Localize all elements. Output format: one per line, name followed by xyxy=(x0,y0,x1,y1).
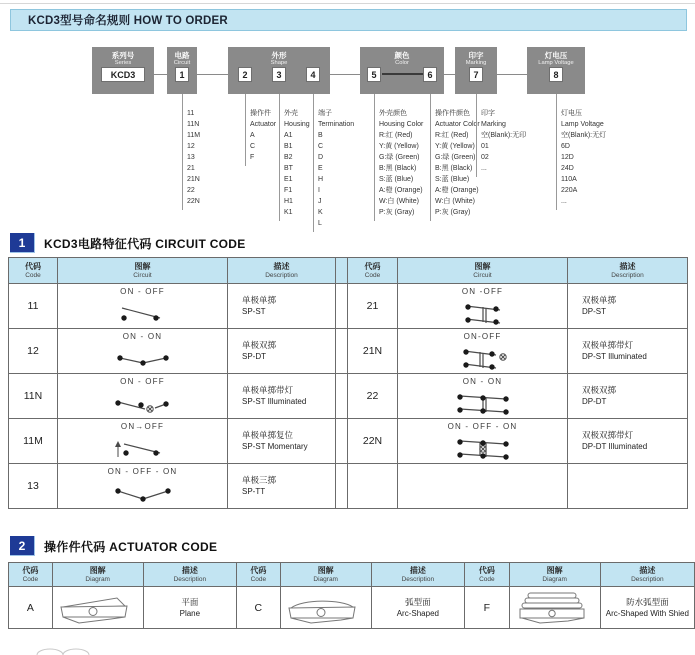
flow-connector-line xyxy=(197,74,228,75)
column-header-en: Diagram xyxy=(542,575,567,583)
flow-list-item: H1 xyxy=(284,198,293,205)
circuit-table-row xyxy=(9,284,688,329)
flow-list-header: 操作件颜色 xyxy=(435,110,470,117)
flow-list-item: H xyxy=(318,176,324,183)
description-cell xyxy=(228,284,336,329)
actuator-code-table-header xyxy=(9,563,695,587)
description-en: Arc-Shaped With Shied xyxy=(605,608,689,618)
diagram-cell xyxy=(58,284,228,329)
flow-list-header: 外壳 xyxy=(284,110,298,117)
dp-st-illum-icon xyxy=(438,342,528,370)
dp-st-icon xyxy=(438,297,528,325)
description-cn: 双极双掷 xyxy=(582,385,617,395)
flow-list-item: R:红 (Red) xyxy=(435,132,469,139)
flow-list-item: J xyxy=(318,198,322,205)
flow-list-header: 印字 xyxy=(481,110,495,117)
flow-list-header: 端子 xyxy=(318,110,332,117)
flow-list-header: Housing Color xyxy=(379,121,424,128)
column-header xyxy=(348,258,398,284)
diagram-label: ON-OFF xyxy=(463,332,502,341)
column-header-en: Description xyxy=(631,575,664,583)
column-header xyxy=(509,563,600,587)
description-cell xyxy=(371,587,464,629)
column-header-cn: 描述 xyxy=(639,565,656,575)
flow-list-item: B:黑 (Black) xyxy=(379,165,417,172)
column-header xyxy=(228,258,336,284)
column-header-en: Diagram xyxy=(313,575,338,583)
flow-list-item: F xyxy=(250,154,255,161)
diagram-graphic xyxy=(58,477,227,505)
code-cell: 11 xyxy=(9,284,58,329)
description-en: Arc-Shaped xyxy=(396,608,439,618)
flow-box-label-cn: 灯电压 xyxy=(544,51,568,60)
diagram-graphic xyxy=(58,342,227,370)
diagram-graphic xyxy=(398,387,567,415)
diagram-graphic xyxy=(398,342,567,370)
flow-list-header: 操作件 xyxy=(250,110,271,117)
flow-code-box: 2 xyxy=(238,67,252,82)
diagram-label: ON - ON xyxy=(122,332,163,341)
code-cell: 22 xyxy=(348,374,398,419)
description-en: DP-DT Illuminated xyxy=(582,442,648,451)
column-header xyxy=(465,563,510,587)
flow-code-box: 1 xyxy=(175,67,189,82)
flow-list-item: K1 xyxy=(284,209,293,216)
sp-st-illum-icon xyxy=(98,387,188,415)
page-title: KCD3型号命名规则 HOW TO ORDER xyxy=(28,15,228,27)
sp-st-icon xyxy=(98,297,188,325)
flow-color-link-line xyxy=(382,73,423,75)
spacer-cell xyxy=(336,329,348,374)
flow-list-item: ... xyxy=(561,198,567,205)
flow-list-item: S:蓝 (Blue) xyxy=(435,176,470,183)
actuator-code-table xyxy=(8,562,695,629)
flow-option-list xyxy=(313,106,354,232)
column-header-cn: 描述 xyxy=(181,565,198,575)
flow-list-item: P:灰 (Gray) xyxy=(379,209,415,216)
flow-list-item: F1 xyxy=(284,187,293,194)
flow-list-item: B:黑 (Black) xyxy=(435,165,473,172)
diagram-label: ON→OFF xyxy=(120,422,165,431)
column-header-cn: 描述 xyxy=(619,261,636,271)
code-cell: 11M xyxy=(9,419,58,464)
flow-code-box: 8 xyxy=(549,67,563,82)
flow-list-header: Actuator Color xyxy=(435,121,480,128)
diagram-label: ON - OFF - ON xyxy=(447,422,518,431)
diagram-label: ON - OFF xyxy=(120,377,165,386)
cut-off-section-3-fragment xyxy=(34,646,104,655)
description-cell xyxy=(568,464,688,509)
flow-list-item: A xyxy=(250,132,255,139)
description-cell xyxy=(228,464,336,509)
flow-connector-line xyxy=(154,74,167,75)
flow-box-label-en: Color xyxy=(395,60,409,66)
flow-list-header: 灯电压 xyxy=(561,110,582,117)
diagram-cell xyxy=(280,587,371,629)
column-header-cn: 代码 xyxy=(478,565,495,575)
flow-list-header: Marking xyxy=(481,121,506,128)
flow-box-label-en: Series xyxy=(114,60,132,66)
flow-code-box: KCD3 xyxy=(101,67,145,82)
flow-code-box: 3 xyxy=(272,67,286,82)
rocker-arc-icon xyxy=(281,590,371,626)
description-cn: 防水弧型面 xyxy=(626,596,669,607)
column-header-en: Diagram xyxy=(85,575,110,583)
flow-list-item: ... xyxy=(481,165,487,172)
diagram-cell xyxy=(58,329,228,374)
code-cell: 22N xyxy=(348,419,398,464)
column-header-en: Description xyxy=(265,271,298,279)
flow-list-item: G:绿 (Green) xyxy=(379,154,420,161)
flow-box-label-cn: 系列号 xyxy=(111,51,135,60)
flow-list-header: 外壳颜色 xyxy=(379,110,407,117)
flow-list-item: K xyxy=(318,209,323,216)
flow-drop-line xyxy=(245,94,246,106)
column-header-en: Circuit xyxy=(473,271,492,279)
flow-list-item: Y:黄 (Yellow) xyxy=(435,143,475,150)
diagram-label: ON - OFF - ON xyxy=(107,467,178,476)
description-en: SP-TT xyxy=(242,487,266,496)
section-1-title: KCD3电路特征代码 CIRCUIT CODE xyxy=(44,236,246,251)
flow-list-item: 11M xyxy=(187,132,201,139)
diagram-cell xyxy=(58,464,228,509)
description-en: DP-DT xyxy=(582,397,607,406)
diagram-cell xyxy=(58,374,228,419)
column-header xyxy=(52,563,143,587)
diagram-cell xyxy=(52,587,143,629)
flow-list-header: Actuator xyxy=(250,121,277,128)
diagram-label: ON -OFF xyxy=(461,287,504,296)
flow-list-item: 13 xyxy=(187,154,195,161)
flow-list-header: Housing xyxy=(284,121,310,128)
column-header xyxy=(568,258,688,284)
flow-list-item: 12 xyxy=(187,143,195,150)
flow-drop-line xyxy=(313,94,314,106)
column-header-cn: 图解 xyxy=(89,565,106,575)
column-header-cn: 图解 xyxy=(317,565,334,575)
description-cn: 单极单掷复位 xyxy=(242,430,294,440)
flow-list-item: A:橙 (Orange) xyxy=(435,187,479,194)
flow-list-item: 22N xyxy=(187,198,200,205)
flow-code-box: 6 xyxy=(423,67,437,82)
description-cn: 单极单掷带灯 xyxy=(242,385,294,395)
diagram-label: ON - ON xyxy=(462,377,503,386)
description-en: DP-ST Illuminated xyxy=(582,352,647,361)
spacer-cell xyxy=(336,464,348,509)
column-header xyxy=(143,563,236,587)
flow-connector-line xyxy=(330,74,360,75)
code-cell: C xyxy=(237,587,281,629)
flow-list-item: 空(Blank):无灯 xyxy=(561,132,607,139)
flow-list-item: R:红 (Red) xyxy=(379,132,413,139)
description-cell xyxy=(568,419,688,464)
flow-connector-line xyxy=(497,74,527,75)
flow-box-label-en: Circuit xyxy=(173,60,191,66)
description-cell xyxy=(568,329,688,374)
flow-list-item: B1 xyxy=(284,143,293,150)
flow-list-item: 11 xyxy=(187,110,195,117)
column-header xyxy=(398,258,568,284)
diagram-cell xyxy=(509,587,600,629)
column-header-cn: 图解 xyxy=(546,565,563,575)
column-header xyxy=(58,258,228,284)
flow-list-item: 21N xyxy=(187,176,200,183)
column-header xyxy=(237,563,281,587)
diagram-graphic xyxy=(398,297,567,325)
flow-list-item: 6D xyxy=(561,143,570,150)
code-cell: 11N xyxy=(9,374,58,419)
column-header-cn: 描述 xyxy=(273,261,290,271)
description-cn: 双极双掷带灯 xyxy=(582,430,634,440)
diagram-graphic xyxy=(58,387,227,415)
flow-option-list xyxy=(374,106,423,221)
section-1-badge: 1 xyxy=(10,233,35,253)
flow-drop-line xyxy=(182,94,183,106)
flow-list-item: Y:黄 (Yellow) xyxy=(379,143,419,150)
rocker-flat-icon xyxy=(53,590,143,626)
flow-box-label-cn: 颜色 xyxy=(394,51,410,60)
diagram-cell xyxy=(398,374,568,419)
flow-option-list xyxy=(556,106,606,210)
column-header xyxy=(9,258,58,284)
description-cn: 双极单掷带灯 xyxy=(582,340,634,350)
flow-list-item: W:白 (White) xyxy=(379,198,419,205)
column-header xyxy=(9,563,53,587)
code-cell: 12 xyxy=(9,329,58,374)
flow-box-label-cn: 印字 xyxy=(468,51,484,60)
section-2-header xyxy=(10,536,217,556)
flow-list-item: BT xyxy=(284,165,293,172)
flow-box-label-en: Marking xyxy=(465,60,487,66)
flow-list-item: A1 xyxy=(284,132,293,139)
flow-code-box: 5 xyxy=(367,67,381,82)
description-cn: 单极三掷 xyxy=(242,475,277,485)
flow-code-box: 7 xyxy=(469,67,483,82)
actuator-table-row xyxy=(9,587,695,629)
flow-drop-line xyxy=(374,94,375,106)
column-header-cn: 代码 xyxy=(250,565,267,575)
flow-drop-line xyxy=(556,94,557,106)
flow-list-item: C xyxy=(250,143,256,150)
description-en: SP-ST xyxy=(242,307,266,316)
description-cell xyxy=(568,284,688,329)
column-header-cn: 描述 xyxy=(409,565,426,575)
flow-option-list xyxy=(245,106,276,166)
description-en: SP-ST Momentary xyxy=(242,442,308,451)
flow-list-item: W:白 (White) xyxy=(435,198,475,205)
diagram-graphic xyxy=(58,432,227,460)
flow-drop-line xyxy=(430,94,431,106)
column-header-en: Code xyxy=(250,575,267,583)
column-header-en: Code xyxy=(364,271,381,279)
flow-list-item: E1 xyxy=(284,176,293,183)
spacer-cell xyxy=(336,374,348,419)
sp-tt-icon xyxy=(98,477,188,505)
circuit-table-row xyxy=(9,329,688,374)
diagram-graphic xyxy=(58,297,227,325)
diagram-graphic xyxy=(53,590,143,626)
flow-list-item: I xyxy=(318,187,320,194)
header-row xyxy=(9,258,688,284)
flow-box-label-cn: 外形 xyxy=(271,51,287,60)
flow-list-item: 11N xyxy=(187,121,200,128)
diagram-graphic xyxy=(281,590,371,626)
dp-dt-illum-icon xyxy=(438,432,528,460)
description-cell xyxy=(600,587,694,629)
code-cell: 13 xyxy=(9,464,58,509)
column-header-cn: 代码 xyxy=(25,261,41,271)
flow-list-item: 220A xyxy=(561,187,578,194)
description-cn: 单极双掷 xyxy=(242,340,277,350)
description-cn: 双极单掷 xyxy=(582,295,617,305)
dp-dt-icon xyxy=(438,387,528,415)
diagram-cell xyxy=(398,419,568,464)
diagram-cell xyxy=(58,419,228,464)
column-header xyxy=(371,563,464,587)
flow-list-item: 110A xyxy=(561,176,577,183)
column-header xyxy=(600,563,694,587)
diagram-cell xyxy=(398,464,568,509)
flow-code-box: 4 xyxy=(306,67,320,82)
description-cell xyxy=(228,329,336,374)
description-cn: 单极单掷 xyxy=(242,295,277,305)
flow-list-item: S:蓝 (Blue) xyxy=(379,176,414,183)
flow-box-label-en: Shape xyxy=(270,60,288,66)
column-header-en: Description xyxy=(401,575,435,583)
header-spacer-cell xyxy=(336,258,348,284)
flow-list-item: B xyxy=(318,132,323,139)
section-2-title: 操作件代码 ACTUATOR CODE xyxy=(44,539,218,554)
flow-list-item: 24D xyxy=(561,165,574,172)
diagram-label: ON - OFF xyxy=(120,287,165,296)
column-header-cn: 代码 xyxy=(22,565,39,575)
description-cell xyxy=(228,419,336,464)
flow-list-item: P:灰 (Gray) xyxy=(435,209,471,216)
flow-list-item: A:橙 (Orange) xyxy=(379,187,423,194)
code-cell: 21 xyxy=(348,284,398,329)
circuit-code-table-header xyxy=(9,258,688,284)
column-header-en: Description xyxy=(173,575,207,583)
flow-list-item: 22 xyxy=(187,187,195,194)
column-header-cn: 图解 xyxy=(134,261,151,271)
flow-list-item: C xyxy=(318,143,324,150)
flow-box-label-cn: 电路 xyxy=(174,51,190,60)
flow-option-list xyxy=(279,106,310,221)
diagram-cell xyxy=(398,284,568,329)
header-row xyxy=(9,563,695,587)
rocker-boot-icon xyxy=(510,590,600,626)
section-1-header xyxy=(10,233,246,253)
description-cell xyxy=(568,374,688,419)
flow-drop-line xyxy=(279,94,280,106)
diagram-graphic xyxy=(510,590,600,626)
description-cn: 平面 xyxy=(181,596,199,607)
column-header-cn: 图解 xyxy=(474,261,491,271)
flow-option-list xyxy=(476,106,526,177)
how-to-order-flow-diagram xyxy=(0,0,695,232)
description-en: DP-ST xyxy=(582,307,606,316)
flow-list-item: E xyxy=(318,165,323,172)
column-header-en: Code xyxy=(22,575,39,583)
flow-list-item: B2 xyxy=(284,154,293,161)
description-en: SP-DT xyxy=(242,352,266,361)
flow-drop-line xyxy=(476,94,477,106)
column-header-en: Code xyxy=(25,271,41,279)
circuit-code-table-body xyxy=(9,284,688,509)
flow-list-item: 空(Blank):无印 xyxy=(481,132,527,139)
code-cell: A xyxy=(9,587,53,629)
sp-st-mom-icon xyxy=(98,432,188,460)
flow-list-item: L xyxy=(318,220,322,227)
circuit-table-row xyxy=(9,374,688,419)
circuit-code-table xyxy=(8,257,688,509)
circuit-table-row xyxy=(9,419,688,464)
description-cn: 弧型面 xyxy=(405,596,431,607)
actuator-code-table-body xyxy=(9,587,695,629)
column-header xyxy=(280,563,371,587)
flow-list-header: Termination xyxy=(318,121,355,128)
section-2-badge: 2 xyxy=(10,536,35,556)
description-cell xyxy=(228,374,336,419)
column-header-en: Circuit xyxy=(133,271,152,279)
code-cell: 21N xyxy=(348,329,398,374)
description-en: SP-ST Illuminated xyxy=(242,397,307,406)
spacer-cell xyxy=(336,419,348,464)
column-header-en: Description xyxy=(611,271,644,279)
column-header-en: Code xyxy=(479,575,495,583)
flow-list-item: 21 xyxy=(187,165,195,172)
sp-dt-icon xyxy=(98,342,188,370)
flow-list-header: Lamp Voltage xyxy=(561,121,604,128)
flow-list-item: 01 xyxy=(481,143,489,150)
code-cell: F xyxy=(465,587,510,629)
column-header-cn: 代码 xyxy=(364,261,381,271)
flow-list-item: 12D xyxy=(561,154,574,161)
flow-list-item: 02 xyxy=(481,154,489,161)
flow-list-item: G:绿 (Green) xyxy=(435,154,476,161)
diagram-cell xyxy=(398,329,568,374)
flow-option-list xyxy=(430,106,480,221)
flow-option-list xyxy=(182,106,200,210)
code-cell xyxy=(348,464,398,509)
circuit-table-row xyxy=(9,464,688,509)
description-cell xyxy=(143,587,236,629)
description-en: Plane xyxy=(179,608,201,618)
flow-list-item: D xyxy=(318,154,324,161)
spacer-cell xyxy=(336,284,348,329)
flow-connector-line xyxy=(444,74,455,75)
flow-box-label-en: Lamp Voltage xyxy=(538,60,574,66)
diagram-graphic xyxy=(398,432,567,460)
